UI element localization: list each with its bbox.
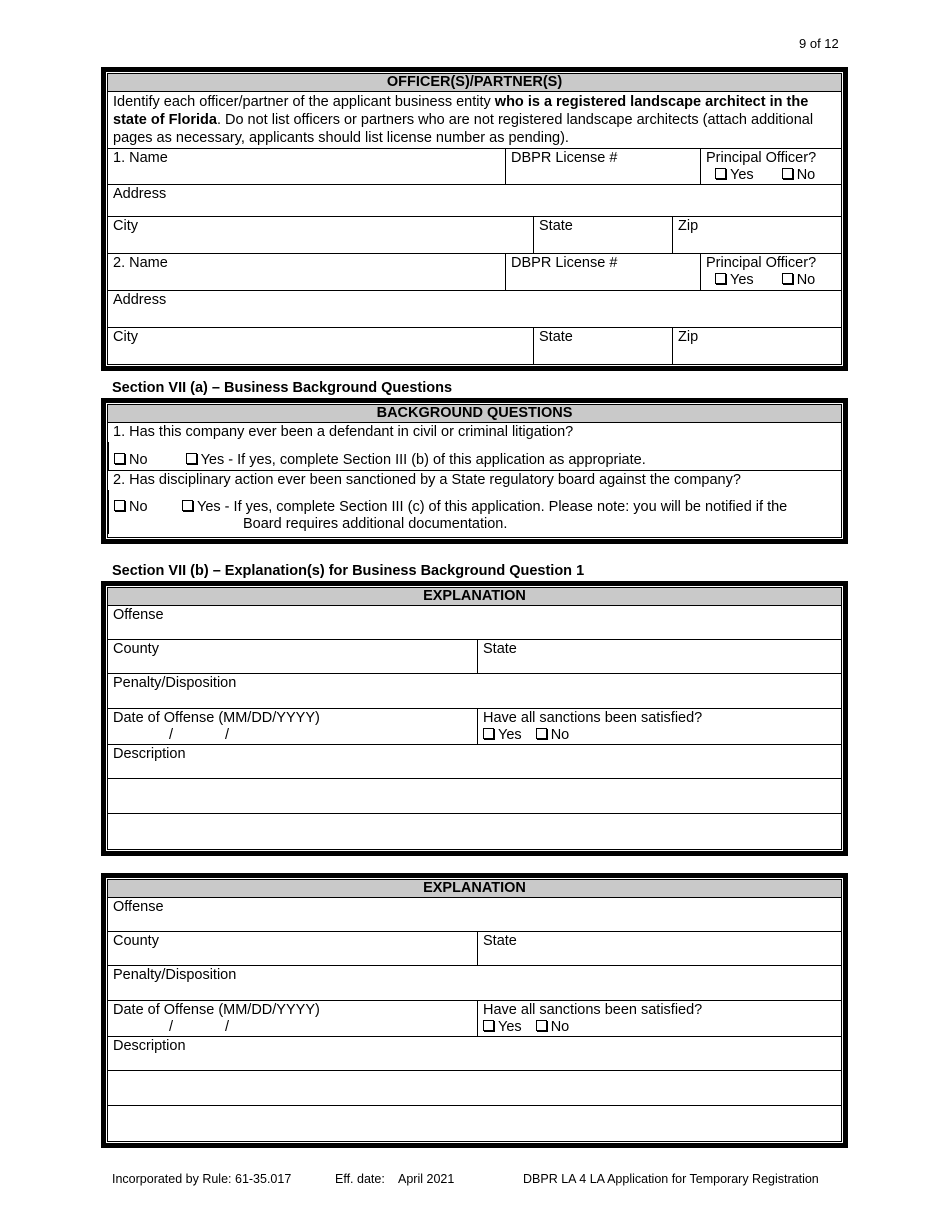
checkbox-icon[interactable] bbox=[715, 273, 726, 284]
question-1-row bbox=[108, 423, 841, 471]
officer-2-name-field[interactable] bbox=[108, 254, 505, 290]
county-field[interactable] bbox=[108, 640, 477, 673]
name-label: 2. Name bbox=[113, 255, 168, 271]
officer-1-name-field[interactable] bbox=[108, 149, 505, 184]
description-line[interactable] bbox=[108, 1106, 841, 1141]
checkbox-icon[interactable] bbox=[782, 168, 793, 179]
officer-2-city-field[interactable] bbox=[108, 328, 533, 364]
explanation-header: EXPLANATION bbox=[108, 588, 841, 606]
description-line[interactable] bbox=[108, 779, 841, 814]
penalty-label: Penalty/Disposition bbox=[113, 675, 237, 691]
zip-label: Zip bbox=[678, 218, 699, 234]
page-number: 9 of 12 bbox=[799, 36, 839, 51]
state-field[interactable] bbox=[477, 640, 841, 673]
county-state-row bbox=[108, 640, 841, 674]
no-label: No bbox=[129, 452, 148, 468]
no-label: No bbox=[550, 1019, 570, 1035]
license-label: DBPR License # bbox=[511, 255, 618, 271]
no-label: No bbox=[550, 727, 570, 743]
date-label: Date of Offense (MM/DD/YYYY) bbox=[113, 710, 320, 726]
officer-1-principal bbox=[700, 149, 841, 184]
yes-label: Yes - If yes, complete Section III (c) of this application. Please note: you will be notified if the bbox=[197, 499, 788, 515]
yes-label: Yes bbox=[730, 272, 754, 288]
date-of-offense-field[interactable] bbox=[108, 709, 477, 744]
background-questions-table bbox=[101, 398, 848, 544]
officer-1-address-row bbox=[108, 185, 841, 217]
date-slash: / bbox=[225, 727, 230, 743]
yes-label: Yes bbox=[730, 167, 754, 183]
intro-bold-text: who is a registered landscape architect in the state of Florida bbox=[113, 94, 809, 128]
no-label: No bbox=[129, 499, 148, 515]
officer-2-principal-no[interactable] bbox=[782, 272, 816, 289]
yes-label: Yes bbox=[498, 727, 522, 743]
officers-table bbox=[101, 67, 848, 371]
officer-1-zip-field[interactable] bbox=[672, 217, 841, 253]
description-line[interactable] bbox=[108, 814, 841, 849]
officer-2-principal-yes[interactable] bbox=[715, 272, 754, 289]
officer-1-name-row bbox=[108, 149, 841, 185]
intro-text-end: . Do not list officers or partners who are not registered landscape architects (attach additional pages as necessary, applicants should list license number as pending). bbox=[113, 112, 814, 146]
sanctions-field bbox=[477, 1001, 841, 1036]
date-slash: / bbox=[169, 1019, 174, 1035]
question-2-text: 2. Has disciplinary action ever been sanctioned by a State regulatory board against the company? bbox=[113, 472, 741, 488]
question-2-yes[interactable] bbox=[182, 499, 836, 533]
no-label: No bbox=[796, 272, 816, 288]
officer-2-city-row bbox=[108, 328, 841, 364]
offense-label: Offense bbox=[113, 607, 164, 623]
question-2-options bbox=[108, 490, 841, 534]
sanctions-no[interactable] bbox=[536, 1019, 570, 1036]
yes-label-cont: Board requires additional documentation. bbox=[243, 516, 508, 532]
question-2-no[interactable] bbox=[114, 499, 182, 533]
checkbox-icon[interactable] bbox=[715, 168, 726, 179]
sanctions-label: Have all sanctions been satisfied? bbox=[483, 710, 703, 726]
checkbox-icon[interactable] bbox=[114, 453, 125, 464]
no-label: No bbox=[796, 167, 816, 183]
description-label: Description bbox=[113, 1038, 186, 1054]
checkbox-icon[interactable] bbox=[782, 273, 793, 284]
checkbox-icon[interactable] bbox=[114, 500, 125, 511]
section-b-title: Section VII (b) – Explanation(s) for Business Background Question 1 bbox=[112, 563, 585, 579]
address-label: Address bbox=[113, 186, 167, 202]
section-a-title: Section VII (a) – Business Background Questions bbox=[112, 380, 453, 396]
officer-2-address-row bbox=[108, 291, 841, 328]
offense-row bbox=[108, 898, 841, 932]
state-label: State bbox=[539, 218, 573, 234]
footer-rule: Incorporated by Rule: 61-35.017 bbox=[112, 1172, 292, 1186]
explanation-header: EXPLANATION bbox=[108, 880, 841, 898]
sanctions-no[interactable] bbox=[536, 727, 570, 744]
penalty-label: Penalty/Disposition bbox=[113, 967, 237, 983]
question-2-row bbox=[108, 471, 841, 537]
description-row bbox=[108, 1037, 841, 1071]
intro-text: Identify each officer/partner of the applicant business entity bbox=[113, 94, 495, 110]
date-slash: / bbox=[225, 1019, 230, 1035]
officer-1-state-field[interactable] bbox=[533, 217, 672, 253]
penalty-row bbox=[108, 674, 841, 709]
state-label: State bbox=[539, 329, 573, 345]
yes-label: Yes bbox=[498, 1019, 522, 1035]
offense-row bbox=[108, 606, 841, 640]
yes-label: Yes - If yes, complete Section III (b) of this application as appropriate. bbox=[200, 452, 646, 468]
officer-2-principal bbox=[700, 254, 841, 290]
penalty-field[interactable] bbox=[108, 674, 841, 708]
checkbox-icon[interactable] bbox=[182, 500, 193, 511]
zip-label: Zip bbox=[678, 329, 699, 345]
penalty-row bbox=[108, 966, 841, 1001]
description-label: Description bbox=[113, 746, 186, 762]
officer-2-name-row bbox=[108, 254, 841, 291]
footer-eff-date: Eff. date: April 2021 bbox=[335, 1172, 455, 1186]
explanation-table-1 bbox=[101, 581, 848, 856]
city-label: City bbox=[113, 218, 138, 234]
address-label: Address bbox=[113, 292, 167, 308]
officer-2-license-field[interactable] bbox=[505, 254, 700, 290]
sanctions-yes[interactable] bbox=[483, 1019, 522, 1036]
date-slash: / bbox=[169, 727, 174, 743]
city-label: City bbox=[113, 329, 138, 345]
officer-1-principal-no[interactable] bbox=[782, 167, 816, 184]
date-sanctions-row bbox=[108, 709, 841, 745]
description-row bbox=[108, 745, 841, 779]
officer-1-city-field[interactable] bbox=[108, 217, 533, 253]
county-label: County bbox=[113, 933, 159, 949]
state-label: State bbox=[483, 641, 517, 657]
question-1-yes[interactable] bbox=[186, 452, 646, 469]
state-label: State bbox=[483, 933, 517, 949]
question-1-text: 1. Has this company ever been a defendant in civil or criminal litigation? bbox=[113, 424, 574, 440]
state-field[interactable] bbox=[477, 932, 841, 965]
county-field[interactable] bbox=[108, 932, 477, 965]
officer-2-state-field[interactable] bbox=[533, 328, 672, 364]
officer-1-address-field[interactable] bbox=[108, 185, 841, 216]
officer-2-address-field[interactable] bbox=[108, 291, 841, 327]
officers-header: OFFICER(S)/PARTNER(S) bbox=[108, 74, 841, 92]
date-sanctions-row bbox=[108, 1001, 841, 1037]
officer-2-zip-field[interactable] bbox=[672, 328, 841, 364]
checkbox-icon[interactable] bbox=[536, 728, 547, 739]
penalty-field[interactable] bbox=[108, 966, 841, 1000]
offense-label: Offense bbox=[113, 899, 164, 915]
question-1-options bbox=[108, 442, 841, 470]
name-label: 1. Name bbox=[113, 150, 168, 166]
principal-label: Principal Officer? bbox=[706, 255, 817, 271]
sanctions-field bbox=[477, 709, 841, 744]
officer-1-principal-yes[interactable] bbox=[715, 167, 754, 184]
checkbox-icon[interactable] bbox=[186, 453, 197, 464]
checkbox-icon[interactable] bbox=[483, 1020, 494, 1031]
description-line[interactable] bbox=[108, 1071, 841, 1106]
description-field[interactable] bbox=[108, 745, 841, 778]
date-of-offense-field[interactable] bbox=[108, 1001, 477, 1036]
principal-label: Principal Officer? bbox=[706, 150, 817, 166]
footer-form-name: DBPR LA 4 LA Application for Temporary Registration bbox=[523, 1172, 819, 1186]
license-label: DBPR License # bbox=[511, 150, 618, 166]
question-1-no[interactable] bbox=[114, 452, 148, 469]
checkbox-icon[interactable] bbox=[536, 1020, 547, 1031]
officers-intro bbox=[108, 92, 841, 149]
sanctions-yes[interactable] bbox=[483, 727, 522, 744]
officer-1-city-row bbox=[108, 217, 841, 254]
checkbox-icon[interactable] bbox=[483, 728, 494, 739]
officer-1-license-field[interactable] bbox=[505, 149, 700, 184]
county-label: County bbox=[113, 641, 159, 657]
background-header: BACKGROUND QUESTIONS bbox=[108, 405, 841, 423]
county-state-row bbox=[108, 932, 841, 966]
date-label: Date of Offense (MM/DD/YYYY) bbox=[113, 1002, 320, 1018]
offense-field[interactable] bbox=[108, 898, 841, 931]
offense-field[interactable] bbox=[108, 606, 841, 639]
description-field[interactable] bbox=[108, 1037, 841, 1070]
sanctions-label: Have all sanctions been satisfied? bbox=[483, 1002, 703, 1018]
explanation-table-2 bbox=[101, 873, 848, 1148]
